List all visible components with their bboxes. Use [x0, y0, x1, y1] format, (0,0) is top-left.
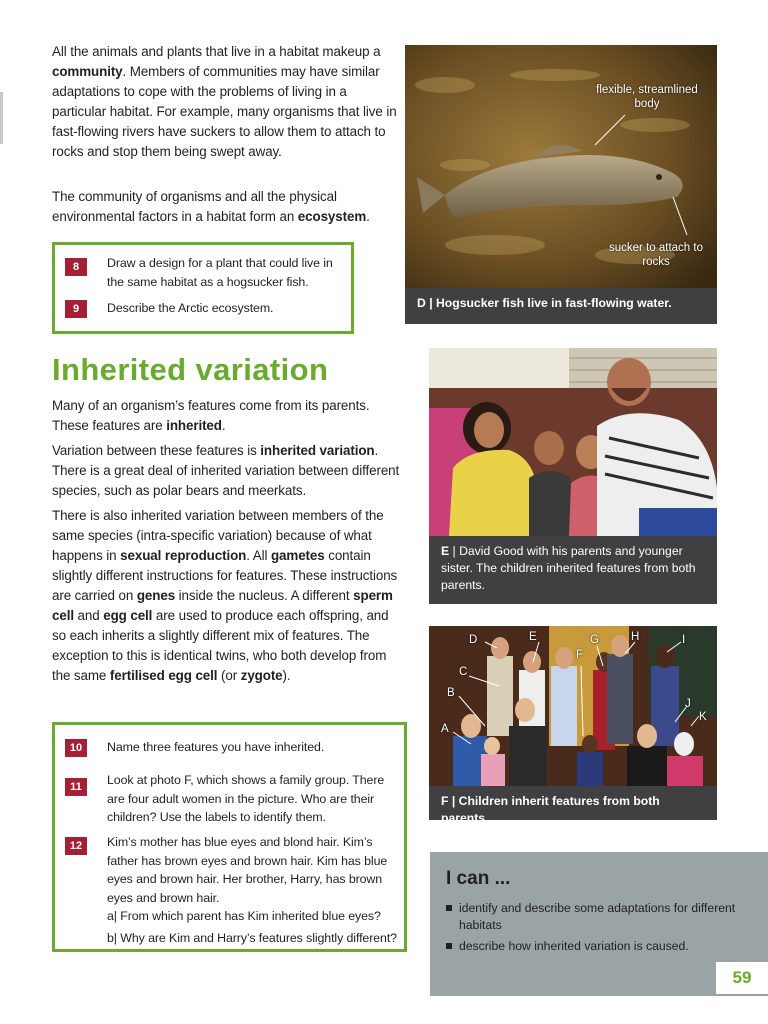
text-run: Variation between these features is — [52, 443, 261, 458]
photo-f-label-i: I — [682, 634, 686, 646]
i-can-item-2 — [446, 938, 736, 955]
margin-mark — [0, 92, 3, 144]
i-can-item-1 — [446, 900, 736, 934]
key-term: ecosystem — [297, 209, 367, 224]
photo-f-label-c: C — [459, 666, 468, 678]
text-run: . Members of communities may have similar adaptations to cope with the problems of living in a particular habitat. For example, many organisms that live in fast-flowing rivers have suckers to allow them to attach to rocks and stop them being swept away. — [52, 64, 397, 159]
caption-e-letter: E — [441, 544, 450, 558]
text-run: are used to produce each offspring, and so each inherits a slightly different mix of features. The exception to this is identical twins, who both develop from the same — [52, 608, 389, 683]
i-can-item-2-text: describe how inherited variation is caused. — [459, 939, 689, 953]
caption-d-letter: D — [417, 296, 426, 310]
photo-f-label-b: B — [447, 687, 455, 699]
text-run: inside the nucleus. A different — [175, 588, 354, 603]
key-term: inherited variation — [260, 443, 375, 458]
text-run: . All — [246, 548, 271, 563]
caption-photo-e: E | David Good with his parents and younger sister. The children inherited features from both parents. — [429, 536, 717, 604]
text-run: and — [73, 608, 104, 623]
caption-e-text: David Good with his parents and younger sister. The children inherited features from both parents. — [441, 544, 696, 592]
text-run: . — [366, 209, 370, 224]
photo-f-label-a: A — [441, 723, 449, 735]
family-group-image — [429, 626, 717, 786]
question-box-bottom — [52, 722, 407, 952]
intro-paragraph-2 — [52, 187, 398, 227]
question-number-9: 9 — [65, 300, 87, 318]
i-can-item-1-text: identify and describe some adaptations for different habitats — [459, 901, 736, 932]
body-paragraph-1 — [52, 396, 402, 436]
question-10-text: Name three features you have inherited. — [107, 740, 325, 754]
i-can-title: I can ... — [446, 868, 511, 889]
question-number-10: 10 — [65, 739, 87, 757]
text-run: (or — [217, 668, 241, 683]
key-term: fertilised egg cell — [109, 668, 218, 683]
caption-f-text: Children inherit features from both parents. — [441, 794, 660, 825]
family-photo-image — [429, 348, 717, 536]
question-number-8: 8 — [65, 258, 87, 276]
question-number-12: 12 — [65, 837, 87, 855]
subquestion-b: b| Why are Kim and Harry’s features slightly different? — [107, 931, 397, 945]
key-term: community — [52, 64, 123, 79]
text-run: . There is a great deal of inherited variation between different species, such as polar bears and meerkats. — [52, 443, 400, 498]
label-flexible-body: flexible, streamlined body — [596, 84, 698, 110]
photo-f-family-group — [429, 626, 717, 786]
photo-f-label-k: K — [699, 711, 707, 723]
label-sucker: sucker to attach to rocks — [609, 242, 703, 268]
question-number-11: 11 — [65, 778, 87, 796]
photo-d-hogsucker-fish — [405, 45, 717, 288]
photo-f-label-h: H — [631, 631, 640, 643]
key-term: inherited — [166, 418, 222, 433]
text-run: ). — [282, 668, 291, 683]
photo-f-label-g: G — [590, 634, 599, 646]
bullet-square-icon — [446, 943, 452, 949]
subquestion-a-letter: a — [107, 909, 114, 923]
key-term: sperm cell — [52, 588, 393, 623]
caption-photo-f: F | Children inherit features from both parents. — [429, 786, 717, 820]
key-term: gametes — [270, 548, 325, 563]
subquestion-a-text: From which parent has Kim inherited blue eyes? — [120, 909, 381, 923]
photo-e-family — [429, 348, 717, 536]
caption-f-letter: F — [441, 794, 449, 808]
text-run: up a — [354, 44, 381, 59]
subquestion-b-letter: b — [107, 931, 114, 945]
body-paragraph-2 — [52, 441, 402, 501]
intro-paragraph-1 — [52, 42, 398, 162]
page-number: 59 — [716, 962, 768, 994]
key-term: egg cell — [103, 608, 153, 623]
photo-f-label-f: F — [576, 649, 584, 661]
text-run: Many of an organism’s features come from its parents. These features are — [52, 398, 370, 433]
bullet-square-icon — [446, 905, 452, 911]
caption-d-text: Hogsucker fish live in fast-flowing water. — [436, 296, 672, 310]
key-term: sexual reproduction — [120, 548, 247, 563]
subquestion-b-text: Why are Kim and Harry’s features slightly different? — [120, 931, 397, 945]
question-9-text: Describe the Arctic ecosystem. — [107, 301, 274, 315]
photo-f-label-e: E — [529, 631, 537, 643]
body-paragraph-3 — [52, 506, 402, 686]
key-term: zygote — [240, 668, 283, 683]
key-term: genes — [136, 588, 176, 603]
text-run: . — [221, 418, 226, 433]
text-run: There is also inherited variation between members of the same species (intra-specific variation) because of what happens in — [52, 508, 384, 563]
question-12-text: Kim’s mother has blue eyes and blond hair. Kim’s father has brown eyes and brown hair. Kim has blue eyes and brown hair. Her brother, Harry, has brown eyes and brown hair. — [107, 835, 388, 905]
text-run: All the animals and plants that live in a habitat make — [52, 44, 355, 59]
question-8-text: Draw a design for a plant that could live in the same habitat as a hogsucker fish. — [107, 256, 333, 289]
photo-f-label-j: J — [685, 698, 691, 710]
section-heading: Inherited variation — [52, 352, 329, 387]
text-run: The community of organisms and all the physical environmental factors in a habitat form an — [52, 189, 337, 224]
photo-f-label-d: D — [469, 634, 478, 646]
question-11-text: Look at photo F, which shows a family group. There are four adult women in the picture. Who are their children? Use the labels to identify them. — [107, 773, 385, 824]
text-run: contain slightly different instructions for features. These instructions are carried on — [52, 548, 398, 603]
question-box-top — [52, 242, 354, 334]
subquestion-a: a| From which parent has Kim inherited blue eyes? — [107, 909, 381, 923]
caption-photo-d: D | Hogsucker fish live in fast-flowing water. — [405, 288, 717, 324]
